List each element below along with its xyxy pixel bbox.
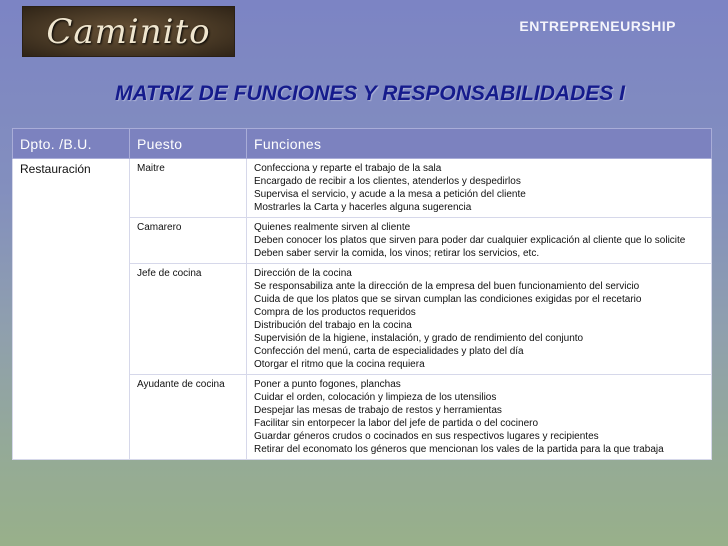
page-title: MATRIZ DE FUNCIONES Y RESPONSABILIDADES I: [115, 82, 625, 105]
puesto-cell: Jefe de cocina: [130, 264, 247, 375]
puesto-cell: Maitre: [130, 159, 247, 218]
funcion-item: Confecciona y reparte el trabajo de la sala: [254, 163, 442, 174]
funcion-item: Retirar del economato los géneros que mencionan los vales de la partida para la que trabaja: [254, 444, 664, 455]
funcion-item: Quienes realmente sirven al cliente: [254, 222, 411, 233]
funcion-item: Dirección de la cocina: [254, 268, 352, 279]
functions-table: [12, 128, 711, 460]
funcion-item: Despejar las mesas de trabajo de restos y herramientas: [254, 405, 502, 416]
funcion-item: Se responsabiliza ante la dirección de la empresa del buen funcionamiento del servicio: [254, 281, 640, 292]
column-header-dept: Dpto. /B.U.: [13, 129, 130, 159]
funcion-item: Cuida de que los platos que se sirvan cumplan las condiciones exigidas por el recetario: [254, 294, 642, 305]
funciones-cell: [247, 159, 712, 218]
funcion-item: Supervisión de la higiene, instalación, y grado de rendimiento del conjunto: [254, 333, 584, 344]
funcion-item: Otorgar el ritmo que la cocina requiera: [254, 359, 425, 370]
funcion-item: Distribución del trabajo en la cocina: [254, 320, 412, 331]
funcion-item: Supervisa el servicio, y acude a la mesa a petición del cliente: [254, 189, 526, 200]
funciones-cell: [247, 375, 712, 460]
table-row: [13, 159, 712, 218]
puesto-cell: Ayudante de cocina: [130, 375, 247, 460]
funcion-item: Deben conocer los platos que sirven para poder dar cualquier explicación al cliente que lo solicite: [254, 235, 686, 246]
funcion-item: Facilitar sin entorpecer la labor del jefe de partida o del cocinero: [254, 418, 539, 429]
funcion-item: Guardar géneros crudos o cocinados en sus respectivos lugares y recipientes: [254, 431, 599, 442]
funcion-item: Poner a punto fogones, planchas: [254, 379, 401, 390]
column-header-puesto: Puesto: [130, 129, 247, 159]
logo-text: Caminito: [46, 11, 211, 52]
column-header-funciones: Funciones: [247, 129, 712, 159]
caminito-logo: [22, 6, 235, 57]
funcion-item: Confección del menú, carta de especialidades y plato del día: [254, 346, 524, 357]
funcion-item: Encargado de recibir a los clientes, atenderlos y despedirlos: [254, 176, 521, 187]
funcion-item: Cuidar el orden, colocación y limpieza de los utensilios: [254, 392, 497, 403]
table-header-row: [13, 129, 712, 159]
funciones-cell: [247, 264, 712, 375]
puesto-cell: Camarero: [130, 218, 247, 264]
funcion-item: Mostrarles la Carta y hacerles alguna sugerencia: [254, 202, 472, 213]
department-cell: Restauración: [13, 159, 130, 460]
brand-label: ENTREPRENEURSHIP: [519, 18, 676, 34]
funciones-cell: [247, 218, 712, 264]
funcion-item: Compra de los productos requeridos: [254, 307, 416, 318]
funcion-item: Deben saber servir la comida, los vinos; retirar los servicios, etc.: [254, 248, 540, 259]
